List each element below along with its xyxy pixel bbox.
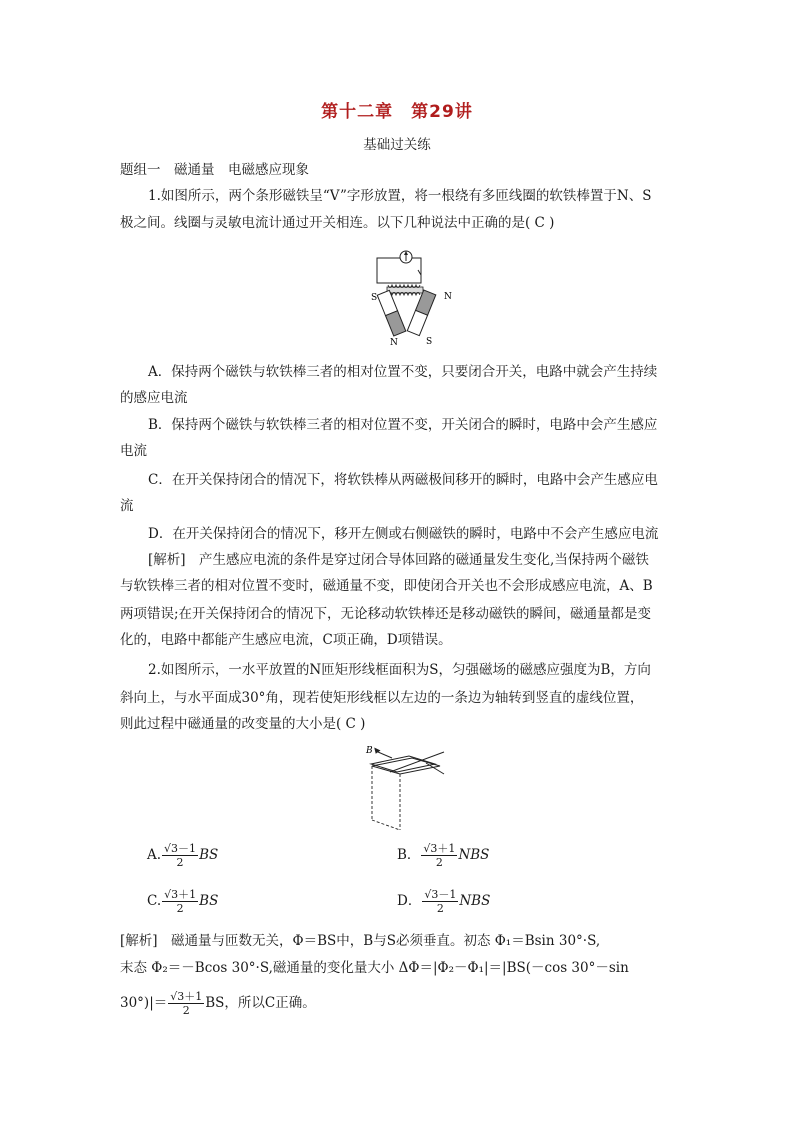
q1-option-b-line1: B．保持两个磁铁与软铁棒三者的相对位置不变，开关闭合的瞬时，电路中会产生感应 <box>148 417 658 433</box>
q2-stem-line2: 斜向上，与水平面成30°角，现若使矩形线框以左边的一条边为轴转到竖直的虚线位置， <box>120 690 644 706</box>
right-magnet <box>407 290 436 336</box>
label-b: B <box>366 746 373 756</box>
q1-option-a-line1: A．保持两个磁铁与软铁棒三者的相对位置不变，只要闭合开关，电路中就会产生持续 <box>148 364 658 380</box>
q1-option-b-line2: 电流 <box>120 443 147 459</box>
frame-figure <box>360 742 460 837</box>
q2-analysis-line3: 30°)|＝ $\frac{√3+1}{2}$ BS，所以C正确。 <box>120 990 316 1017</box>
q1-option-d: D．在开关保持闭合的情况下，移开左侧或右侧磁铁的瞬时，电路中不会产生感应电流 <box>148 526 659 542</box>
q1-analysis-line2: 与软铁棒三者的相对位置不变时，磁通量不变，即使闭合开关也不会形成感应电流，A、B <box>120 578 653 594</box>
q2-option-d: D． $\frac{√3-1}{2}$ NBS <box>397 888 491 915</box>
magnet-figure <box>362 243 462 349</box>
label-s-left: S <box>371 293 378 303</box>
q1-stem-line1: 1.如图所示，两个条形磁铁呈“V”字形放置，将一根绕有多匝线圈的软铁棒置于N、S <box>148 188 652 204</box>
label-n-bottom: N <box>390 338 398 348</box>
q1-option-c-line1: C．在开关保持闭合的情况下，将软铁棒从两磁极间移开的瞬时，电路中会产生感应电 <box>148 472 658 488</box>
q2-stem-line1: 2.如图所示，一水平放置的N匝矩形线框面积为S，匀强磁场的磁感应强度为B，方向 <box>148 662 651 678</box>
group-heading: 题组一 磁通量 电磁感应现象 <box>120 162 309 178</box>
q1-stem-line2: 极之间。线圈与灵敏电流计通过开关相连。以下几种说法中正确的是( C ) <box>120 215 555 231</box>
label-s-bottom: S <box>426 337 433 347</box>
q2-option-b: B． $\frac{√3+1}{2}$ NBS <box>397 842 490 869</box>
label-n-right: N <box>444 292 452 302</box>
q2-option-a: A. $\frac{√3-1}{2}$ BS <box>147 842 219 869</box>
q2-option-c: C. $\frac{√3+1}{2}$ BS <box>147 888 219 915</box>
q1-analysis-line3: 两项错误;在开关保持闭合的情况下，无论移动软铁棒还是移动磁铁的瞬间，磁通量都是变 <box>120 606 652 622</box>
q2-analysis-line2: 末态 Φ₂＝－Bcos 30°·S,磁通量的变化量大小 ΔΦ＝|Φ₂－Φ₁|＝|BS(－cos 30°－sin <box>120 960 629 976</box>
section-subtitle: 基础过关练 <box>363 137 431 153</box>
q1-option-c-line2: 流 <box>120 498 134 514</box>
page-title: 第十二章 第29讲 <box>321 102 473 122</box>
q1-option-a-line2: 的感应电流 <box>120 390 188 406</box>
q1-analysis-line4: 化的，电路中都能产生感应电流，C项正确，D项错误。 <box>120 632 452 648</box>
q2-stem-line3: 则此过程中磁通量的改变量的大小是( C ) <box>120 716 366 732</box>
left-magnet <box>377 290 406 336</box>
q1-analysis-line1: [解析] 产生感应电流的条件是穿过闭合导体回路的磁通量发生变化,当保持两个磁铁 <box>148 552 649 568</box>
q2-analysis-line1: [解析] 磁通量与匝数无关，Φ＝BS中，B与S必须垂直。初态 Φ₁＝Bsin 30°·S, <box>120 933 601 949</box>
